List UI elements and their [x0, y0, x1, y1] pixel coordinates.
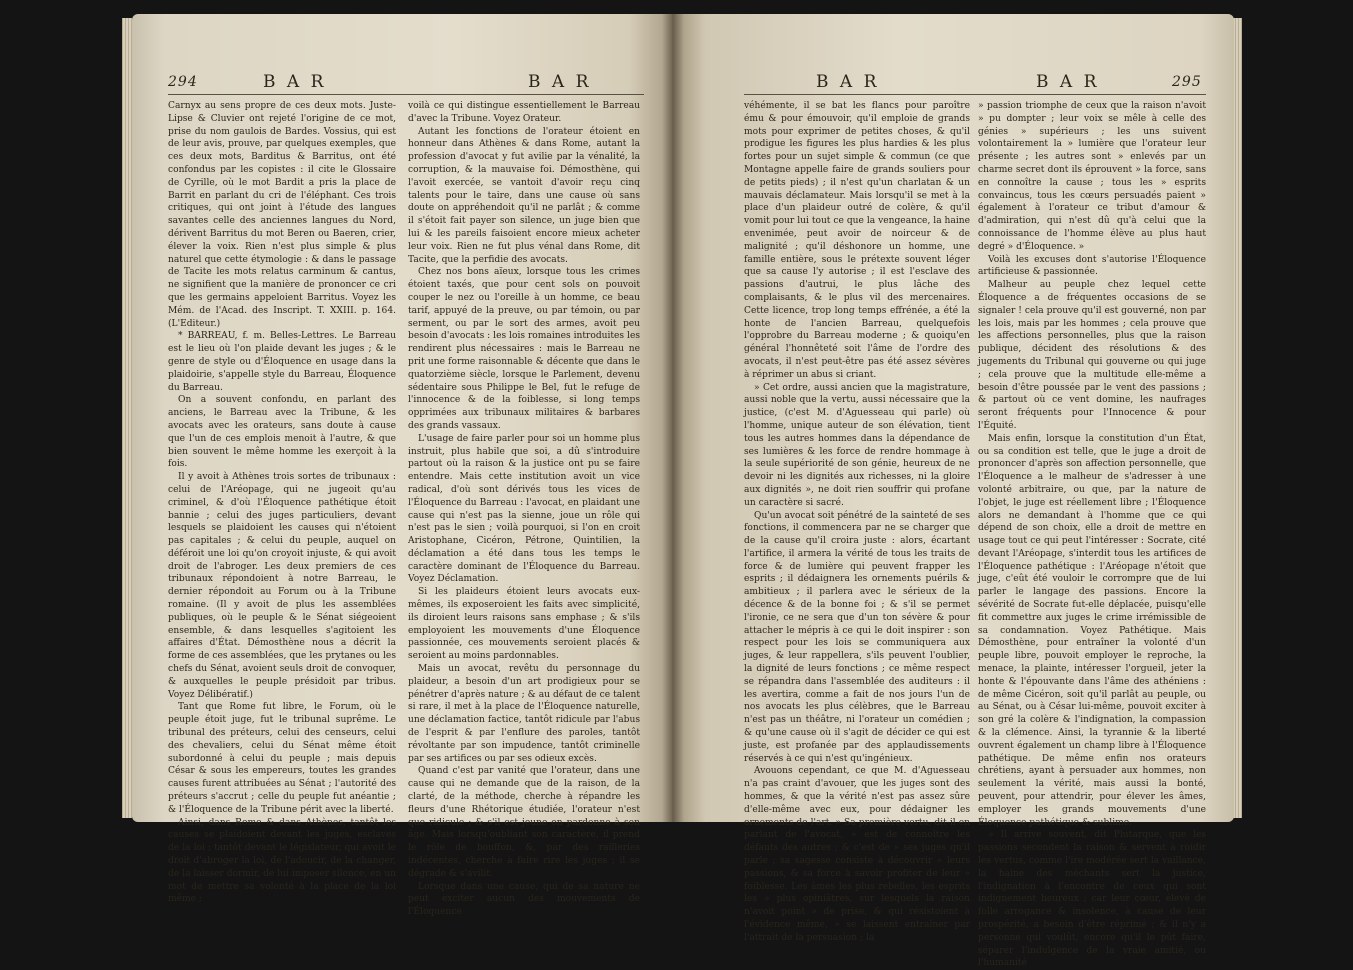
left-page-edges [122, 18, 132, 818]
paragraph: Mais enfin, lorsque la constitution d'un État, ou sa condition est telle, que le juge a droit de prononcer d'après son affection personnelle, que l'Éloquence a le malheur de s'adresser à une volonté arbitraire, ou que, par la nature de l'objet, le juge est réellement libre ; l'Éloquence alors ne demandant à l'homme que ce qui dépend de son choix, elle a droit de mettre en usage tout ce qui peut l'intéresser : Socrate, cité devant l'Aréopage, s'interdit tous les artifices de l'Éloquence pathétique : l'Aréopage n'étoit que juge, c'eût été vouloir le corrompre que de lui parler le langage des passions. Encore la sévérité de Socrate fut-elle déplacée, puisqu'elle fit commettre aux juges le crime irrémissible de sa condamnation. Voyez Pathétique. Mais Démosthène, pour entraîner la volonté d'un peuple libre, pouvoit employer le reproche, la menace, la plainte, intéresser l'orgueil, jeter la honte & l'épouvante dans l'âme des athéniens : de même Cicéron, soit qu'il parlât au peuple, ou au Sénat, ou à César lui-même, pouvoit exciter à son gré la colère & l'indignation, la compassion & la clémence. Ainsi, la tyrannie & la liberté ouvrent également un champ libre à l'Éloquence pathétique. De même enfin nos orateurs chrétiens, ayant à persuader aux hommes, non seulement la vérité, mais aussi la bonté, peuvent, pour attendrir, pour élever les âmes, employer les grands mouvements d'une Éloquence pathétique & sublime. [978, 433, 1206, 828]
page-number: 294 [168, 74, 198, 90]
paragraph: Lorsque dans une cause, qui de sa nature ne peut exciter aucun des mouvements de l'Éloquence [408, 881, 640, 918]
paragraph: Ainsi, dans Rome & dans Athènes, tantôt les causes se plaidoient devant les juges, esclaves de la loi ; tantôt devant le législateur, qui avoit le droit d'abroger la loi, de l'adoucir, de la changer, de la laisser dormir, de lui imposer silence, en un mot de mettre sa volonté à la place de la loi même ; [168, 817, 396, 905]
left-page [132, 14, 672, 918]
running-head-right: B A R [1036, 72, 1100, 92]
paragraph: Qu'un avocat soit pénétré de la sainteté de ses fonctions, il commencera par ne se charger que de la cause qu'il croira juste : alors, écartant l'artifice, il armera la vérité de tous les traits de force & de lumière qui peuvent frapper les esprits ; il dédaignera les ornements puérils & ambitieux ; il parlera avec le sérieux de la décence & de la bonne foi ; & s'il se permet l'ironie, ce ne sera que d'un ton sévère & pour attacher le mépris à ce qui le doit inspirer : son respect pour les lois se communiquera aux juges, & leur rappellera, s'ils peuvent l'oublier, la dignité de leurs fonctions ; ce même respect se répandra dans l'assemblée des auditeurs : il les avertira, comme a fait de nos jours l'un de nos avocats les plus célèbres, que le Barreau n'est pas un théâtre, ni l'orateur un comédien ; & qu'une cause où il s'agit de décider ce qui est juste, est profanée par des applaudissements réservés à ce qui n'est qu'ingénieux. [744, 510, 970, 764]
paragraph: » passion triomphe de ceux que la raison n'avoit » pu dompter ; leur voix se mêle à celle des génies » supérieurs ; les uns suivent volontairement la » lumière que l'orateur leur présente ; les autres sont » enlevés par un charme secret dont ils éprouvent » la force, sans en connoître la cause ; tous les » esprits convaincus, tous les cœurs persuadés paient » également à l'orateur ce tribut d'amour & d'admiration, qui n'est dû qu'à celui que la connoissance de l'homme élève au plus haut degré » d'Éloquence. » [978, 101, 1206, 252]
right-page [672, 14, 1234, 969]
page-number: 295 [1172, 74, 1202, 90]
right-page-header [744, 72, 1204, 94]
left-column-2 [408, 100, 640, 919]
running-head-left: B A R [816, 72, 880, 92]
paragraph: Si les plaideurs étoient leurs avocats eux-mêmes, ils exposeroient les faits avec simplicité, ils diroient leurs raisons sans emphase ; & s'ils employoient les mouvements d'une Éloquence passionnée, ces mouvements seroient placés & seroient au moins pardonnables. [408, 587, 640, 662]
left-page-header [168, 72, 648, 94]
paragraph: * BARREAU, f. m. Belles-Lettres. Le Barreau est le lieu où l'on plaide devant les juges ; & le genre de style ou d'Éloquence en usage dans la plaidoirie, s'appelle style du Barreau, Éloquence du Barreau. [168, 331, 396, 393]
paragraph: Tant que Rome fut libre, le Forum, où le peuple étoit juge, fut le tribunal suprême. Le tribunal des préteurs, celui des censeurs, celui des chevaliers, celui du Sénat même étoit subordonné à celui du peuple ; mais depuis César & sous les empereurs, toutes les grandes causes furent attribuées au Sénat ; l'autorité des préteurs s'accrut ; celle du peuple fut anéantie ; & l'Éloquence de la Tribune périt avec la liberté. [168, 702, 396, 815]
paragraph: véhémente, il se bat les flancs pour paroître ému & pour émouvoir, qu'il emploie de grands mots pour exprimer de petites choses, & qu'il prodigue les figures les plus hardies & les plus fortes pour un sujet simple & commun (ce que Montagne appelle faire de grands souliers pour de petits pieds) ; il n'est qu'un charlatan & un mauvais déclamateur. Mais lorsqu'il se met à la place d'un plaideur outré de colère, & qu'il vomit pour lui tout ce que la vengeance, la haine envenimée, peut avoir de noirceur & de malignité ; qu'il déshonore un homme, une famille entière, sous le prétexte souvent léger que sa cause l'y autorise ; il est l'esclave des passions d'autrui, le plus lâche des complaisants, & le plus vil des mercenaires. Cette licence, trop long temps effrénée, a été la honte de l'ancien Barreau, quelquefois l'opprobre du Barreau moderne ; & quoiqu'en général l'honnêteté soit l'âme de l'ordre des avocats, il n'est peut-être pas été assez sévères à réprimer un abus si criant. [744, 101, 970, 380]
paragraph: Chez nos bons aïeux, lorsque tous les crimes étoient taxés, que pour cent sols on pouvoit couper le nez ou l'oreille à un homme, ce beau tarif, appuyé de la preuve, ou par témoin, ou par serment, ou par le sort des armes, avoit peu besoin d'avocats : les lois romaines introduites les rendirent plus nécessaires : mais le Barreau ne prit une forme raisonnable & décente que dans le quatorzième siècle, lorsque le Parlement, devenu sédentaire sous Philippe le Bel, fut le refuge de l'innocence & de la foiblesse, si long temps opprimées aux tribunaux militaires & barbares des grands vassaux. [408, 267, 640, 431]
paragraph: L'usage de faire parler pour soi un homme plus instruit, plus habile que soi, a dû s'introduire partout où la raison & la justice ont pu se faire entendre. Mais cette institution avoit un vice radical, d'où sont dérivés tous les vices de l'Éloquence du Barreau : l'avocat, en plaidant une cause qui n'est pas la sienne, joue un rôle qui n'est pas le sien ; voilà pourquoi, si l'on en croit Aristophane, Cicéron, Pétrone, Quintilien, la déclamation a été dans tous les temps le caractère dominant de l'Éloquence du Barreau. Voyez Déclamation. [408, 433, 640, 585]
running-head-right: B A R [528, 72, 592, 92]
paragraph: Malheur au peuple chez lequel cette Éloquence a de fréquentes occasions de se signaler ! cela prouve qu'il est gouverné, non par les lois, mais par les hommes ; cela prouve que les affections personnelles, plus que la raison publique, décident des résolutions & des jugements du Tribunal qui gouverne ou qui juge ; cela prouve que la multitude elle-même a besoin d'être poussée par le vent des passions ; & partout où ce vent domine, les naufrages seront fréquents pour l'Innocence & pour l'Équité. [978, 280, 1206, 431]
paragraph: Voilà les excuses dont s'autorise l'Éloquence artificieuse & passionnée. [978, 254, 1206, 278]
paragraph: voilà ce qui distingue essentiellement le Barreau d'avec la Tribune. Voyez Orateur. [408, 101, 640, 124]
paragraph: Carnyx au sens propre de ces deux mots. Juste-Lipse & Cluvier ont rejeté l'origine de ce mot, prise du nom gaulois de Bardes. Vossius, qui est de leur avis, prouve, par quelques exemples, que ces deux mots, Barditus & Barritus, ont été confondus par les copistes : il cite le Glossaire de Cyrille, où le mot Bardit a pris la place de Barrit en parlant du cri de l'éléphant. Ces trois critiques, qui ont joint à l'étude des langues savantes celle des anciennes langues du Nord, dérivent Barritus du mot Beren ou Baeren, crier, élever la voix. Rien n'est plus simple & plus naturel que cette étymologie : & dans le passage de Tacite les mots relatus carminum & cantus, ne signifient que la manière de prononcer ce cri que les germains appeloient Barritus. Voyez les Mém. de l'Acad. des Inscript. T. XXIII. p. 164. (L'Editeur.) [168, 101, 396, 329]
right-column-2 [978, 100, 1206, 970]
header-rule [168, 94, 644, 95]
paragraph: Avouons cependant, ce que M. d'Aguesseau n'a pas craint d'avouer, que les juges sont des hommes, & que la vérité n'est pas assez sûre d'elle-même avec eux, pour dédaigner les ornements de l'art. » Sa première vertu, dit-il en parlant de l'avocat, » est de connoître les défauts des autres ; & c'est de » ses juges qu'il parle ; sa sagesse consiste à découvrir » leurs passions, & sa force à savoir profiter de leur » foiblesse. Les âmes les plus rebelles, les esprits les » plus opiniâtres, sur lesquels la raison n'avoit point » de prise, & qui résistoient à l'évidence même, » se laissent entraîner par l'attrait de la persuasion ; la [744, 766, 970, 943]
left-column-1 [168, 100, 396, 906]
header-rule [744, 94, 1206, 95]
paragraph: » Il arrive souvent, dit Plutarque, que les passions secondent la raison & servent à roidir les vertus, comme l'ire modérée sert la vaillance, la haine des méchants sert la justice, l'indignation à l'encontre de ceux qui sont indignement heureux ; car leur cœur, élevé de folle arrogance & insolence, à cause de leur prospérité, a besoin d'être réprimé ; & il n'y a personne qui voulût, encore qu'il le pût faire, séparer l'indulgence de la vraie amitié, ou l'humanité [978, 830, 1206, 969]
paragraph: Autant les fonctions de l'orateur étoient en honneur dans Athènes & dans Rome, autant la profession d'avocat y fut avilie par la vénalité, la corruption, & la mauvaise foi. Démosthène, qui l'avoit exercée, se vantoit d'avoir reçu cinq talents pour le taire, dans une cause où sans doute on appréhendoit qu'il ne parlât ; & comme il s'étoit fait payer son silence, un juge bien que lui & les pareils faisoient encore mieux acheter leur voix. Rien ne fut plus vénal dans Rome, dit Tacite, que la perfidie des avocats. [408, 126, 640, 265]
paragraph: Il y avoit à Athènes trois sortes de tribunaux : celui de l'Aréopage, qui ne jugeoit qu'au criminel, & d'où l'Éloquence pathétique étoit bannie ; celui des juges particuliers, devant lesquels se plaidoient les causes qui n'étoient pas capitales ; & celui du peuple, auquel on déféroit une loi qu'on croyoit injuste, & qui avoit droit de l'abroger. Les deux premiers de ces tribunaux répondoient à notre Barreau, le dernier répondoit au Forum ou à la Tribune romaine. (Il y avoit de plus les assemblées publiques, où le peuple & le Sénat siégeoient ensemble, & dans lesquelles s'agitoient les affaires d'État. Démosthène nous a décrit la forme de ces assemblées, que les prytanes ou les chefs du Sénat, avoient seuls droit de convoquer, & auxquelles le peuple présidoit par tribus. Voyez Délibératif.) [168, 472, 396, 700]
paragraph: Quand c'est par vanité que l'orateur, dans une cause qui ne demande que de la raison, de la clarté, de la méthode, cherche à répandre les fleurs d'une Rhétorique étudiée, l'orateur n'est que ridicule ; & s'il est jeune on pardonne à son âge. Mais lorsqu'oubliant son caractère, il prend le rôle de bouffon, &, par des railleries indécentes, cherche à faire rire les juges ; il se dégrade & s'avilit. [408, 766, 640, 879]
paragraph: On a souvent confondu, en parlant des anciens, le Barreau avec la Tribune, & les avocats avec les orateurs, sans doute à cause que l'un de ces emplois menoit à l'autre, & que bien souvent le même homme les exerçoit à la fois. [168, 395, 396, 470]
paragraph: » Cet ordre, aussi ancien que la magistrature, aussi noble que la vertu, aussi nécessaire que la justice, (c'est M. d'Aguesseau qui parle) où l'homme, unique auteur de son élévation, tient tous les autres hommes dans la dépendance de ses lumières & les force de rendre hommage à la seule supériorité de son génie, heureux de ne devoir ni les dignités aux richesses, ni la gloire aux dignités », ne doit rien souffrir qui profane un caractère si sacré. [744, 382, 970, 508]
running-head-left: B A R [263, 72, 327, 92]
paragraph: Mais un avocat, revêtu du personnage du plaideur, a besoin d'un art prodigieux pour se pénétrer d'après nature ; & au défaut de ce talent si rare, il met à la place de l'Éloquence naturelle, une déclamation factice, tantôt ridicule par l'abus de l'esprit & par l'enflure des paroles, tantôt révoltante par son impudence, tantôt criminelle par ses artifices ou par ses odieux excès. [408, 664, 640, 764]
book-gutter [662, 14, 684, 822]
right-column-1 [744, 100, 970, 945]
